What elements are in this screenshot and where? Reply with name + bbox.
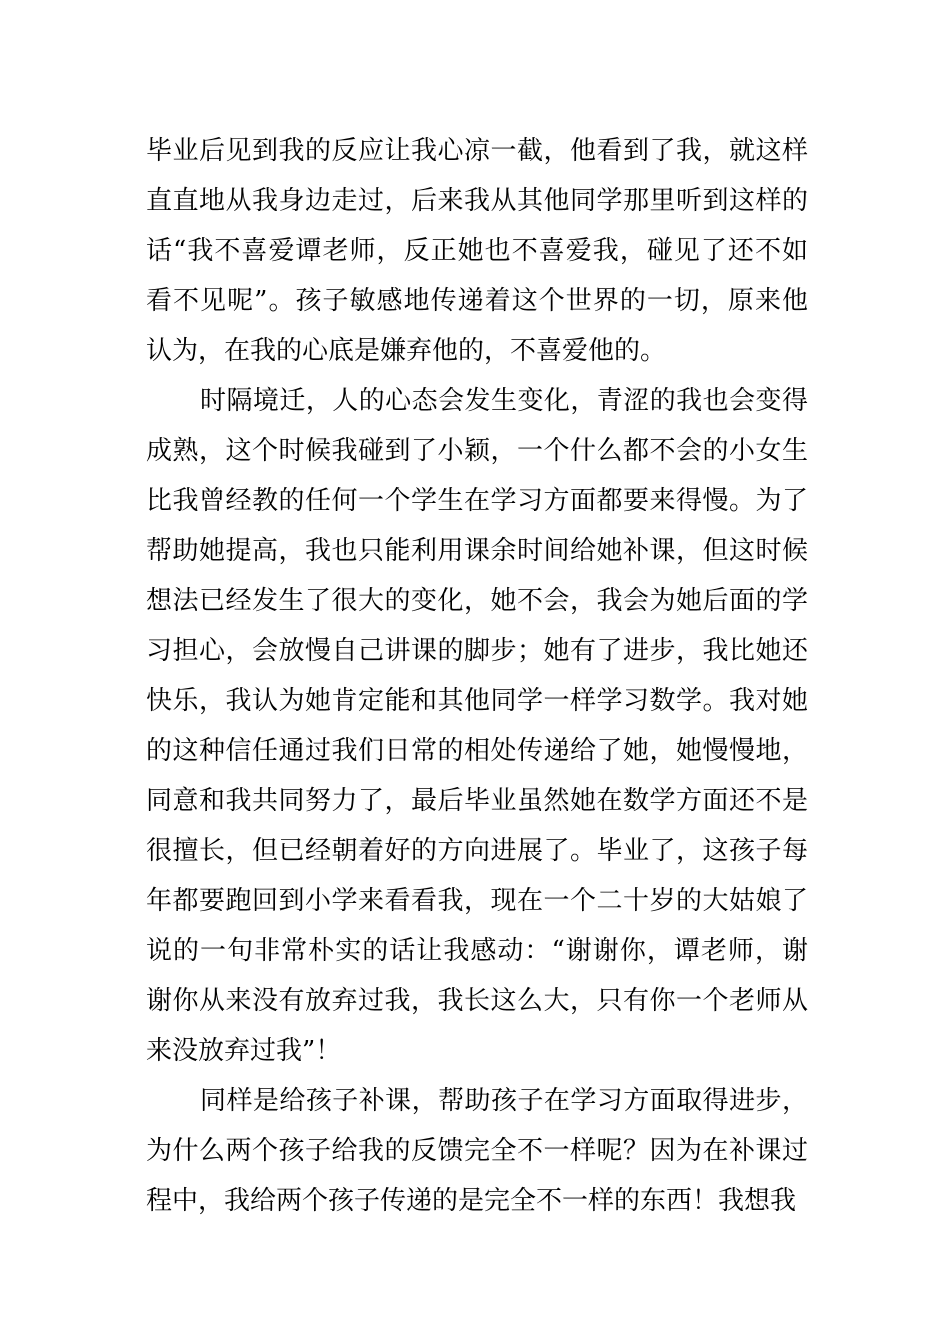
- paragraph-xiaoying: 时隔境迁，人的心态会发生变化，青涩的我也会变得成熟，这个时候我碰到了小颖，一个什么都不会的小女生比我曾经教的任何一个学生在学习方面都要来得慢。为了帮助她提高，我也只能利用课余时间给她补课，但这时候想法已经发生了很大的变化，她不会，我会为她后面的学习担心，会放慢自己讲课的脚步；她有了进步，我比她还快乐，我认为她肯定能和其他同学一样学习数学。我对她的这种信任通过我们日常的相处传递给了她，她慢慢地，同意和我共同努力了，最后毕业虽然她在数学方面还不是很擅长，但已经朝着好的方向进展了。毕业了，这孩子每年都要跑回到小学来看看我，现在一个二十岁的大姑娘了说的一句非常朴实的话让我感动：“谢谢你，谭老师，谢谢你从来没有放弃过我，我长这么大，只有你一个老师从来没放弃过我”！: [146, 386, 808, 1066]
- paragraph-continuation: 毕业后见到我的反应让我心凉一截，他看到了我，就这样直直地从我身边走过，后来我从其他同学那里听到这样的话“我不喜爱谭老师，反正她也不喜爱我，碰见了还不如看不见呢”。孩子敏感地传递着这个世界的一切，原来他认为，在我的心底是嫌弃他的，不喜爱他的。: [146, 136, 808, 366]
- document-body: [146, 126, 808, 1226]
- paragraph-comparison: 同样是给孩子补课，帮助孩子在学习方面取得进步，为什么两个孩子给我的反馈完全不一样呢？因为在补课过程中，我给两个孩子传递的是完全不一样的东西！我想我: [146, 1086, 808, 1216]
